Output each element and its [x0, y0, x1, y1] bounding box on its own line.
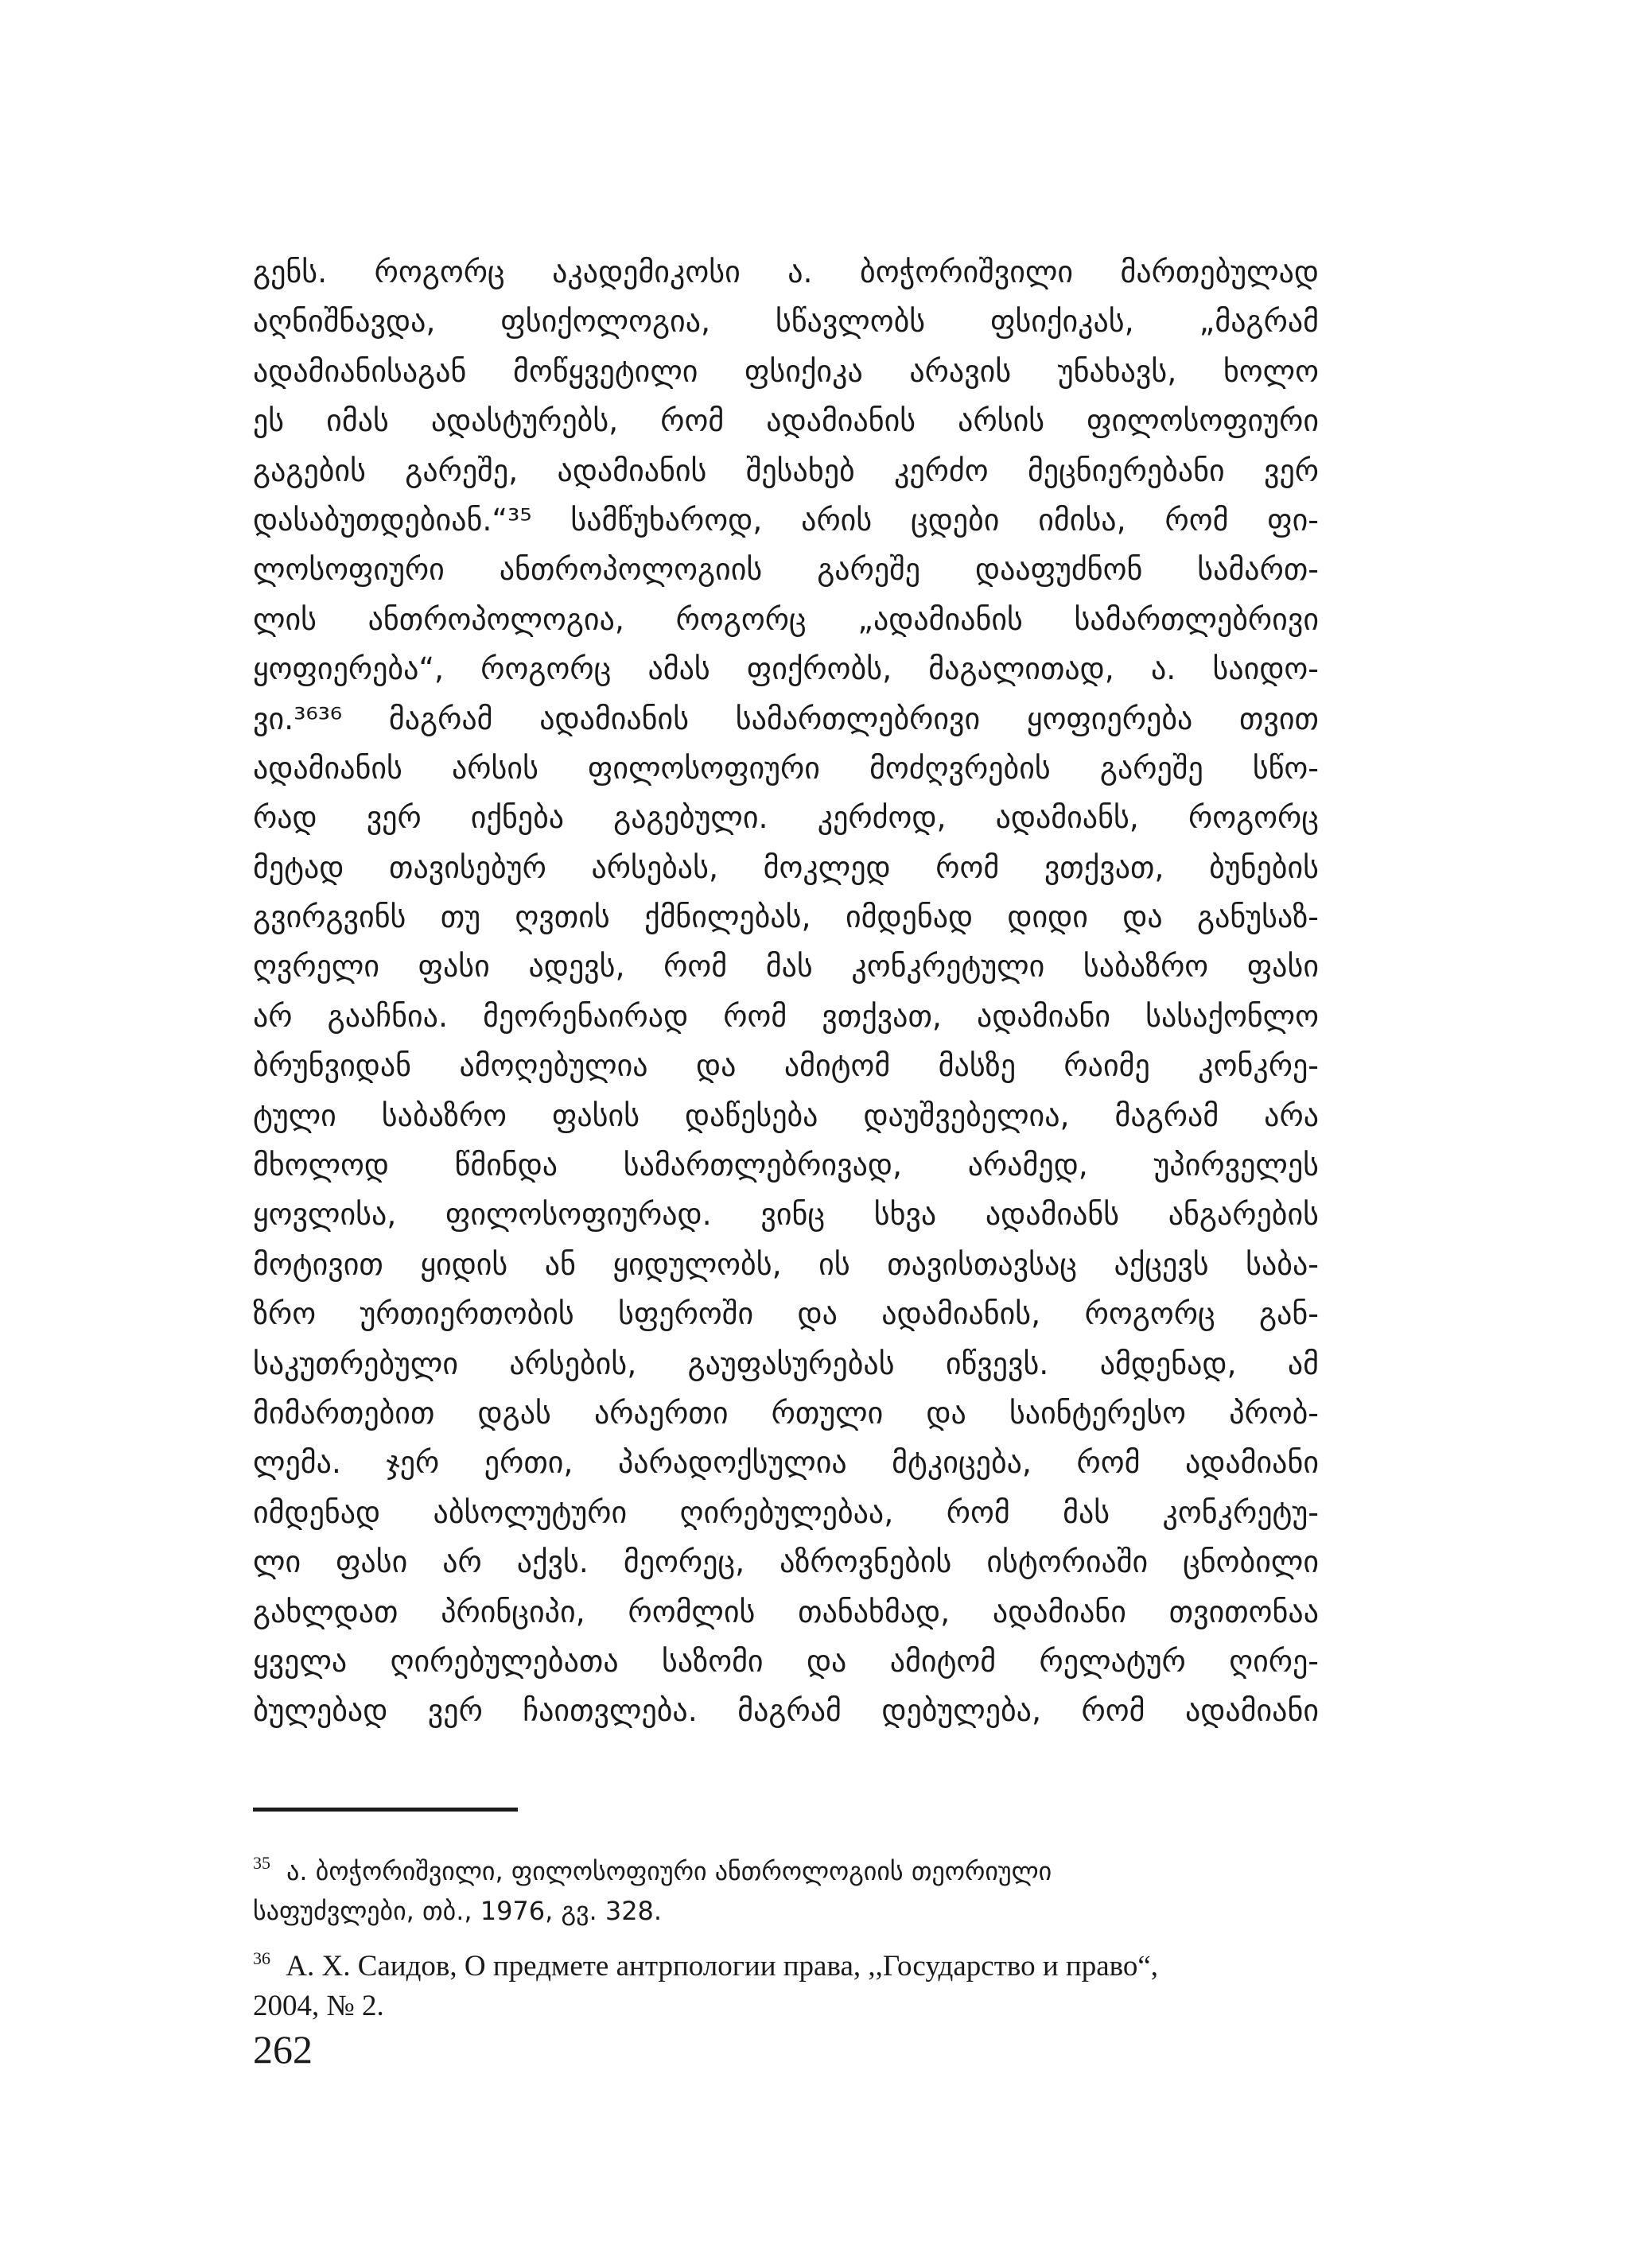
text-line: იმდენად აბსოლუტური ღირებულებაა, რომ მას კონკრეტუ-	[253, 1494, 1319, 1530]
text-line: საკუთრებული არსების, გაუფასურებას იწვევს. ამდენად, ამ	[253, 1346, 1319, 1381]
text-line: აღნიშნავდა, ფსიქოლოგია, სწავლობს ფსიქიკას, „მაგრამ	[253, 304, 1319, 340]
footnote-separator	[253, 1808, 518, 1812]
footnote-35-line-1	[253, 1839, 1335, 1887]
text-line: გვირგვინს თუ ღვთის ქმნილებას, იმდენად დიდი და განუსაზ-	[253, 899, 1319, 935]
text-line: გაგების გარეშე, ადამიანის შესახებ კერძო მეცნიერებანი ვერ	[253, 452, 1319, 488]
footnotes	[253, 1839, 1335, 2030]
footnote-35-line-2: საფუძვლები, თბ., 1976, გვ. 328.	[253, 1896, 663, 1926]
footnote-36-line-1	[253, 1935, 1335, 1983]
page-number: 262	[253, 2027, 313, 2072]
text-line: ყოფიერება“, როგორც ამას ფიქრობს, მაგალითად, ა. საიდო-	[253, 651, 1319, 687]
footnote-number: 36	[253, 1948, 270, 1968]
text-line: ლის ანთროპოლოგია, როგორც „ადამიანის სამართლებრივი	[253, 601, 1319, 637]
text-line: მხოლოდ წმინდა სამართლებრივად, არამედ, უპირველეს	[253, 1148, 1319, 1183]
main-text-block	[253, 247, 1319, 1736]
text-line: გენს. როგორც აკადემიკოსი ა. ბოჭორიშვილი მართებულად	[253, 254, 1319, 289]
text-line: გახლდათ პრინციპი, რომლის თანახმად, ადამიანი თვითონაა	[253, 1594, 1319, 1629]
text-line: ზრო ურთიერთობის სფეროში და ადამიანის, როგორც გან-	[253, 1296, 1319, 1332]
text-line: ადამიანის არსის ფილოსოფიური მოძღვრების გარეშე სწო-	[253, 750, 1319, 786]
footnote-text: ა. ბოჭორიშვილი, ფილოსოფიური ანთროლოგიის თეორიული	[286, 1856, 1052, 1886]
footnote-text: А. Х. Саидов, О предмете антрпологии права, ,,Государство и право“,	[286, 1950, 1159, 1983]
text-line: მეტად თავისებურ არსებას, მოკლედ რომ ვთქვათ, ბუნების	[253, 849, 1319, 885]
text-line: მიმართებით დგას არაერთი რთული და საინტერესო პრობ-	[253, 1395, 1319, 1431]
text-line: ღვრელი ფასი ადევს, რომ მას კონკრეტული საბაზრო ფასი	[253, 949, 1319, 984]
text-line: ადამიანისაგან მოწყვეტილი ფსიქიკა არავის უნახავს, ხოლო	[253, 353, 1319, 389]
text-line: ლემა. ჯერ ერთი, პარადოქსულია მტკიცება, რომ ადამიანი	[253, 1445, 1319, 1481]
text-line: არ გააჩნია. მეორენაირად რომ ვთქვათ, ადამიანი სასაქონლო	[253, 998, 1319, 1034]
text-line: ლოსოფიური ანთროპოლოგიის გარეშე დააფუძნონ სამართ-	[253, 552, 1319, 588]
text-line: ტული საბაზრო ფასის დაწესება დაუშვებელია, მაგრამ არა	[253, 1097, 1319, 1133]
text-line: ბულებად ვერ ჩაითვლება. მაგრამ დებულება, რომ ადამიანი	[253, 1693, 1319, 1729]
text-line: ბრუნვიდან ამოღებულია და ამიტომ მასზე რაიმე კონკრე-	[253, 1048, 1319, 1084]
footnote-36-line-2: 2004, № 2.	[253, 1990, 384, 2022]
footnote-number: 35	[253, 1853, 270, 1873]
text-line: ლი ფასი არ აქვს. მეორეც, აზროვნების ისტორიაში ცნობილი	[253, 1544, 1319, 1580]
text-line: რად ვერ იქნება გაგებული. კერძოდ, ადამიანს, როგორც	[253, 800, 1319, 836]
text-line: ვი.³⁶³⁶ მაგრამ ადამიანის სამართლებრივი ყოფიერება თვით	[253, 701, 1319, 736]
text-line: ყოვლისა, ფილოსოფიურად. ვინც სხვა ადამიანს ანგარების	[253, 1197, 1319, 1233]
text-line: მოტივით ყიდის ან ყიდულობს, ის თავისთავსაც აქცევს საბა-	[253, 1246, 1319, 1282]
text-line: ეს იმას ადასტურებს, რომ ადამიანის არსის ფილოსოფიური	[253, 403, 1319, 439]
text-line: დასაბუთდებიან.“³⁵ სამწუხაროდ, არის ცდები იმისა, რომ ფი-	[253, 502, 1319, 538]
text-line: ყველა ღირებულებათა საზომი და ამიტომ რელატურ ღირე-	[253, 1643, 1319, 1679]
